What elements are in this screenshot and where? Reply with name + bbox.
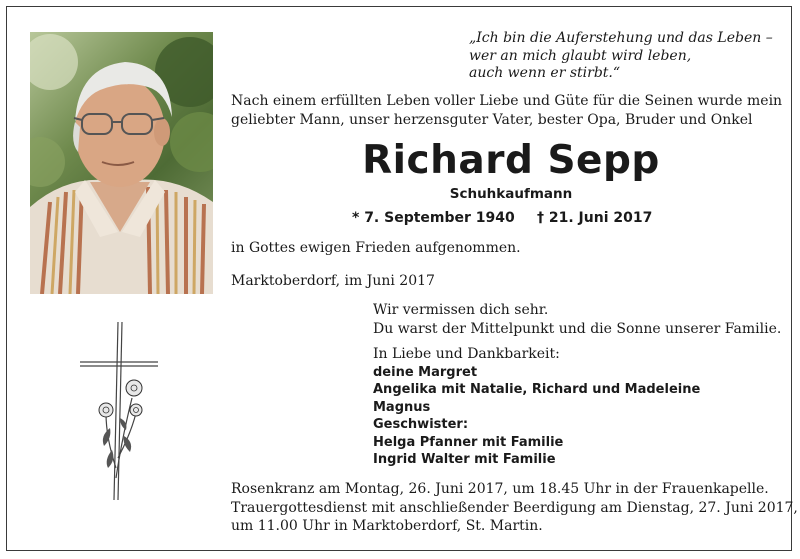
service-line: um 11.00 Uhr in Marktoberdorf, St. Martin. [231, 518, 543, 534]
service-line: Trauergottesdienst mit anschließender Beerdigung am Dienstag, 27. Juni 2017, [231, 499, 798, 516]
miss-line: Wir vermissen dich sehr. [373, 302, 549, 318]
peace-text: in Gottes ewigen Frieden aufgenommen. [231, 240, 521, 256]
cross-with-flowers-icon [76, 318, 164, 504]
family-intro: In Liebe und Dankbarkeit: [373, 346, 560, 362]
miss-line: Du warst der Mittelpunkt und die Sonne unserer Familie. [373, 320, 782, 337]
service-info [231, 480, 798, 536]
portrait-photo [30, 32, 213, 294]
deceased-name: Richard Sepp [362, 138, 660, 183]
place-date: Marktoberdorf, im Juni 2017 [231, 273, 435, 289]
family-member: Helga Pfanner mit Familie [373, 434, 564, 450]
birth-date: * 7. September 1940 [352, 210, 515, 226]
intro-text [231, 92, 791, 130]
miss-text [373, 301, 781, 338]
death-date: † 21. Juni 2017 [537, 210, 653, 226]
bible-quote [469, 30, 789, 83]
quote-line: auch wenn er stirbt.“ [469, 65, 621, 81]
family-list [373, 346, 700, 469]
family-member: deine Margret [373, 364, 478, 380]
family-member: Ingrid Walter mit Familie [373, 452, 556, 467]
intro-line: geliebter Mann, unser herzensguter Vater, bester Opa, Bruder und Onkel [231, 112, 753, 128]
quote-line: „Ich bin die Auferstehung und das Leben – [469, 30, 773, 46]
deceased-profession: Schuhkaufmann [449, 186, 573, 202]
quote-line: wer an mich glaubt wird leben, [469, 47, 692, 64]
family-member: Magnus [373, 399, 431, 415]
service-line: Rosenkranz am Montag, 26. Juni 2017, um 18.45 Uhr in der Frauenkapelle. [231, 481, 769, 497]
family-member: Geschwister: [373, 417, 469, 432]
family-member: Angelika mit Natalie, Richard und Madeleine [373, 382, 701, 397]
intro-line: Nach einem erfüllten Leben voller Liebe und Güte für die Seinen wurde mein [231, 93, 783, 109]
